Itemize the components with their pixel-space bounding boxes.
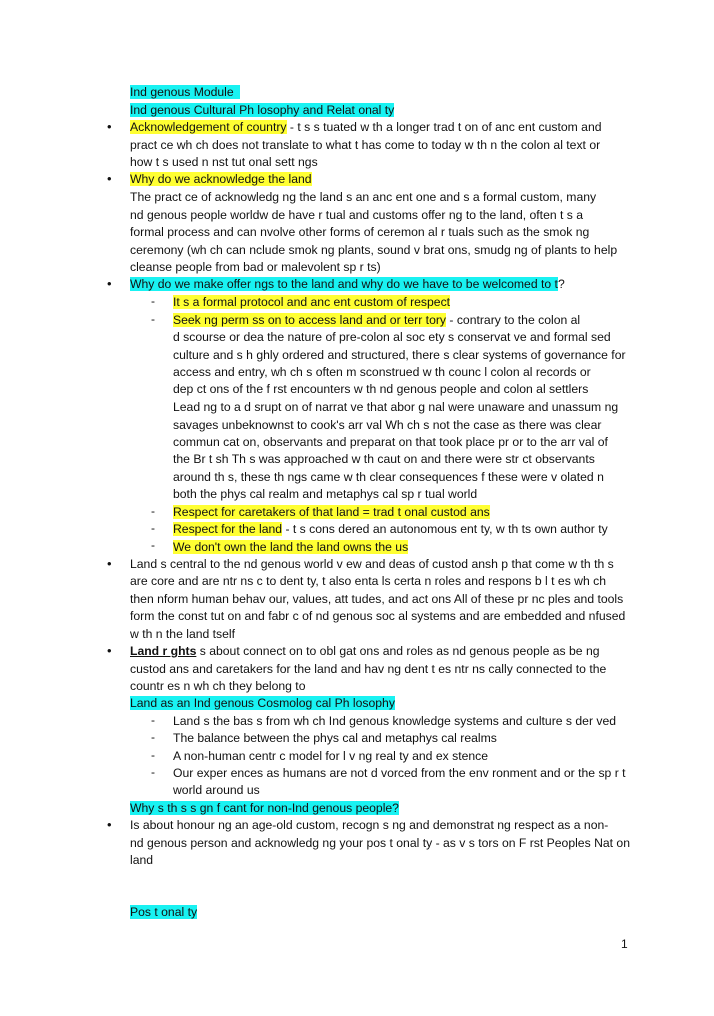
text-line: formal process and can nvolve other forms of ceremon al r tuals such as the smok ng	[130, 225, 590, 239]
module-title: Ind genous Module	[130, 84, 240, 100]
text-line: then nform human behav our, values, att tudes, and act ons All of these pr nc ples and tools	[130, 592, 624, 606]
dash-icon: -	[151, 294, 155, 308]
text-line: Land s central to the nd genous world v ew and deas of custod ansh p that come w th th s	[130, 557, 614, 571]
text-line: ceremony (wh ch can nclude smok ng plants, sound v brat ons, smudg ng of plants to help	[130, 243, 618, 257]
dash-icon: -	[151, 730, 155, 744]
text-line: culture and s h ghly ordered and structured, there s clear systems of governance for	[173, 348, 626, 362]
bullet-icon: •	[107, 556, 112, 571]
list-item: We don't own the land the land owns the us	[173, 540, 409, 554]
bullet-icon: •	[107, 119, 112, 134]
list-item: A non-human centr c model for l v ng real ty and ex stence	[173, 749, 489, 763]
text-line: around th s, these th ngs came w th clear consequences f these were v olated n	[173, 470, 604, 484]
dash-icon: -	[151, 504, 155, 518]
text-line: pract ce wh ch does not translate to what t has come to today w th n the colon al text or	[130, 138, 601, 152]
list-item: Land s the bas s from wh ch Ind genous knowledge systems and culture s der ved	[173, 714, 617, 728]
dash-icon: -	[151, 713, 155, 727]
bullet-icon: •	[107, 817, 112, 832]
land-rights-line: Land r ghts s about connect on to obl gat ons and roles as nd genous people as be ng	[130, 644, 600, 658]
text-line: how t s used n nst tut onal sett ngs	[130, 155, 318, 169]
bullet-icon: •	[107, 171, 112, 186]
text-line: custod ans and caretakers for the land and hav ng dent t es ntr ns cally connected to the	[130, 662, 607, 676]
text-line: are core and are ntr ns c to dent ty, t also enta ls certa n roles and respons b l t es wh ch	[130, 574, 607, 588]
section-heading: Why s th s s gn f cant for non-Ind genous people?	[130, 801, 399, 815]
text-line: commun cat on, observants and preparat on that took place pr or to the arr val of	[173, 435, 608, 449]
text-line: Is about honour ng an age-old custom, recogn s ng and demonstrat ng respect as a non-	[130, 818, 609, 832]
question-heading: Why do we acknowledge the land	[130, 172, 312, 186]
text-line: savages unbeknownst to cook's arr val Wh ch s not the case as there was clear	[173, 418, 602, 432]
list-item: Respect for the land - t s cons dered an autonomous ent ty, w th ts own author ty	[173, 522, 608, 536]
dash-icon: -	[151, 312, 155, 326]
text-line: The pract ce of acknowledg ng the land s an anc ent one and s a formal custom, many	[130, 190, 597, 204]
question-heading: Why do we make offer ngs to the land and why do we have to be welcomed to t?	[130, 277, 565, 291]
text-line: w th n the land tself	[130, 627, 236, 641]
text-line: land	[130, 853, 154, 867]
dash-icon: -	[151, 748, 155, 762]
list-item: Our exper ences as humans are not d vorced from the env ronment and or the sp r t	[173, 766, 626, 780]
text-line: dep ct ons of the f rst encounters w th nd genous people and colon al settlers	[173, 382, 589, 396]
dash-icon: -	[151, 765, 155, 779]
text-line: form the const tut on and fabr c of nd genous soc al systems and are embedded and nfused	[130, 609, 626, 623]
text-line: nd genous people worldw de have r tual and customs offer ng to the land, often t s a	[130, 208, 584, 222]
list-item: It s a formal protocol and anc ent custom of respect	[173, 295, 451, 309]
dash-icon: -	[151, 521, 155, 535]
bullet-icon: •	[107, 276, 112, 291]
text-line: the Br t sh Th s was approached w th caut on and there were str ct observants	[173, 452, 595, 466]
section-heading: Land as an Ind genous Cosmolog cal Ph losophy	[130, 696, 395, 710]
page-number: 1	[621, 937, 628, 951]
bullet-icon: •	[107, 643, 112, 658]
text-line: access and entry, wh ch s often m sconstrued w th counc l colon al records or	[173, 365, 591, 379]
text-line: world around us	[173, 783, 260, 797]
section-heading: Pos t onal ty	[130, 905, 198, 919]
land-rights-term: Land r ghts	[130, 644, 197, 658]
text-line: nd genous person and acknowledg ng your pos t onal ty - as v s tors on F rst Peoples Nat on	[130, 836, 630, 850]
dash-icon: -	[151, 538, 155, 552]
acknowledgement-line: Acknowledgement of country - t s s tuated w th a longer trad t on of anc ent custom and	[130, 120, 602, 134]
text-line: both the phys cal realm and metaphys cal sp r tual world	[173, 487, 478, 501]
list-item: Seek ng perm ss on to access land and or terr tory - contrary to the colon al	[173, 313, 581, 327]
list-item: Respect for caretakers of that land = trad t onal custod ans	[173, 505, 490, 519]
text-line: cleanse people from bad or malevolent sp r ts)	[130, 260, 381, 274]
text-line: d scourse or dea the nature of pre-colon al soc ety s conservat ve and formal sed	[173, 330, 611, 344]
text-line: Lead ng to a d srupt on of narrat ve that abor g nal were unaware and unassum ng	[173, 400, 619, 414]
list-item: The balance between the phys cal and metaphys cal realms	[173, 731, 497, 745]
section-heading: Ind genous Cultural Ph losophy and Relat onal ty	[130, 103, 395, 117]
text-line: countr es n wh ch they belong to	[130, 679, 306, 693]
